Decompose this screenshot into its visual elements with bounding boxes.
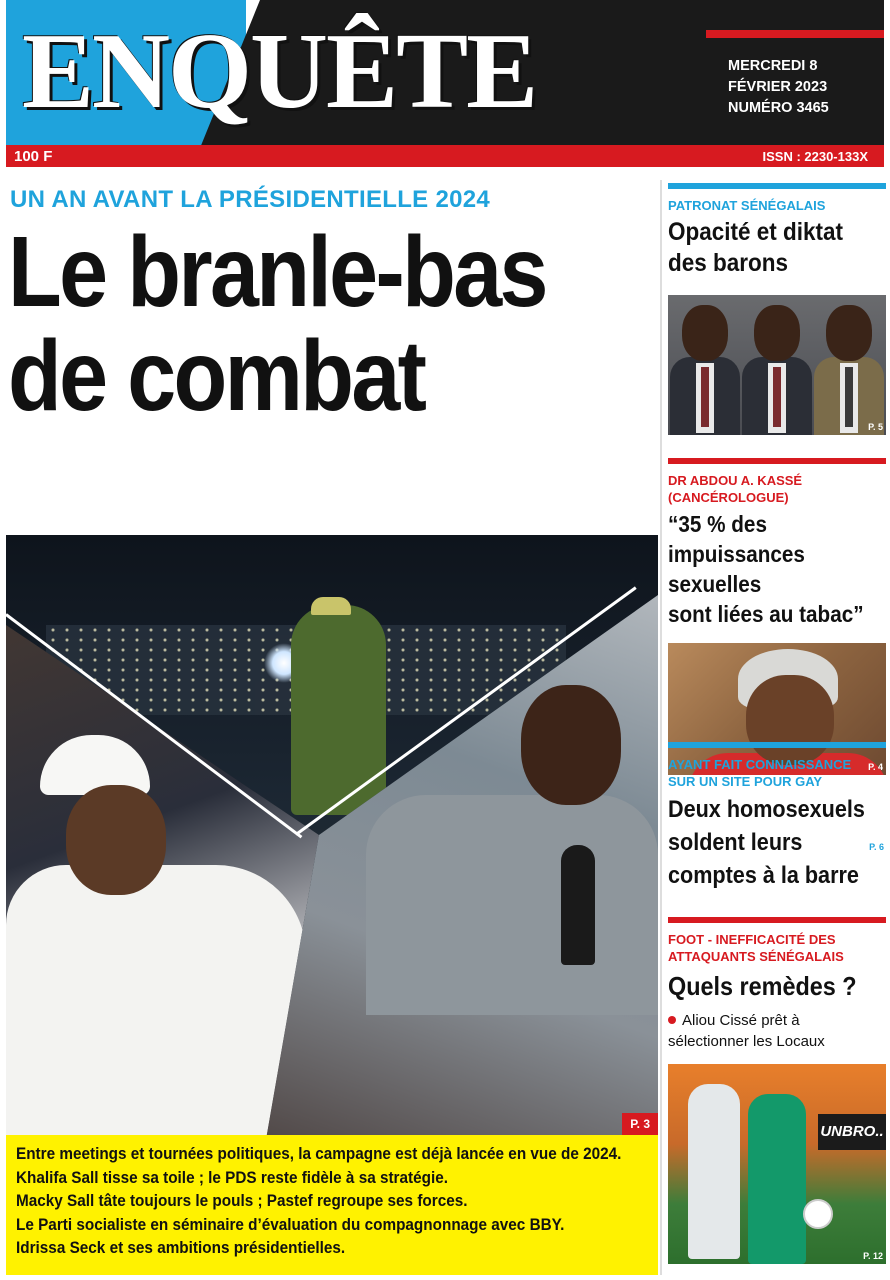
story-title-line: soldent leurs	[668, 829, 803, 856]
ad-board: UNBRO..	[818, 1114, 886, 1150]
issue-info	[728, 56, 829, 119]
bullet-dot-icon	[668, 1016, 676, 1024]
issn: ISSN : 2230-133X	[762, 149, 868, 164]
politician-face	[66, 785, 166, 895]
summary-line: Idrissa Seck et ses ambitions présidentielles.	[16, 1238, 346, 1257]
story-title-line: Opacité et diktat	[668, 218, 844, 246]
sidebar-story-court[interactable]	[668, 742, 886, 892]
price: 100 F	[14, 148, 53, 165]
page-reference[interactable]: P. 3	[622, 1113, 658, 1135]
issue-number: NUMÉRO 3465	[728, 100, 829, 116]
story-title-line: Deux homosexuels	[668, 796, 865, 823]
main-photo-collage[interactable]	[6, 535, 658, 1135]
story-rule	[668, 183, 886, 189]
issue-date: FÉVRIER 2023	[728, 79, 828, 95]
sidebar-story-patronat[interactable]	[668, 183, 886, 435]
player-figure	[688, 1084, 740, 1259]
column-divider	[660, 180, 662, 1275]
bullet-text: sélectionner les Locaux	[668, 1033, 825, 1050]
sidebar-story-kasse[interactable]	[668, 458, 886, 775]
speaker-face	[521, 685, 621, 805]
story-title-line: des barons	[668, 249, 789, 277]
headline-line-2: de combat	[8, 320, 425, 432]
story-kicker: PATRONAT SÉNÉGALAIS	[668, 198, 826, 213]
player-figure	[748, 1094, 806, 1264]
summary-line: Macky Sall tâte toujours le pouls ; Pastef regroupe ses forces.	[16, 1191, 468, 1210]
story-title	[668, 217, 884, 279]
story-title	[668, 509, 884, 629]
person-figure	[742, 305, 812, 435]
story-title-line: impuissances sexuelles	[668, 541, 805, 597]
football-photo	[668, 1064, 886, 1264]
story-kicker: DR ABDOU A. KASSÉ (CANCÉROLOGUE)	[668, 473, 803, 505]
bullet-text: Aliou Cissé prêt à	[682, 1012, 800, 1029]
price-bar	[6, 145, 884, 167]
story-kicker-line: FOOT - INEFFICACITÉ DES	[668, 932, 836, 947]
page-reference: P. 4	[868, 762, 883, 772]
person-figure	[670, 305, 740, 435]
story-title-line: sont liées au tabac”	[668, 601, 864, 627]
story-title	[668, 793, 884, 892]
grey-suit-figure	[366, 795, 658, 1015]
sidebar-story-foot[interactable]	[668, 917, 886, 1264]
story-title-line: “35 % des	[668, 511, 767, 537]
story-rule	[668, 742, 886, 748]
newspaper-logo[interactable]: ENQUÊTE	[22, 12, 537, 131]
story-kicker	[668, 931, 886, 965]
person-figure	[814, 305, 884, 435]
issue-day: MERCREDI 8	[728, 58, 818, 74]
story-bullet	[668, 1010, 886, 1052]
page-reference: P. 12	[863, 1251, 883, 1261]
story-kicker-line: AYANT FAIT CONNAISSANCE	[668, 757, 852, 772]
story-rule	[668, 917, 886, 923]
headline-line-1: Le branle-bas	[8, 216, 546, 328]
summary-line: Entre meetings et tournées politiques, la campagne est déjà lancée en vue de 2024.	[16, 1144, 622, 1163]
main-kicker: UN AN AVANT LA PRÉSIDENTIELLE 2024	[10, 186, 491, 213]
story-title-line: comptes à la barre	[668, 862, 859, 889]
page-reference: P. 5	[868, 422, 883, 432]
masthead-red-rule	[706, 30, 884, 38]
barons-photo	[668, 295, 886, 435]
white-robe-figure	[6, 865, 306, 1135]
story-rule	[668, 458, 886, 464]
football-icon	[803, 1199, 833, 1229]
summary-line: Le Parti socialiste en séminaire d’évaluation du compagnonnage avec BBY.	[16, 1214, 565, 1234]
story-kicker-line: SUR UN SITE POUR GAY	[668, 774, 823, 789]
speaker-figure	[291, 605, 386, 815]
summary-line: Khalifa Sall tisse sa toile ; le PDS reste fidèle à sa stratégie.	[16, 1167, 448, 1187]
main-headline[interactable]	[8, 216, 576, 432]
story-kicker-line: ATTAQUANTS SÉNÉGALAIS	[668, 949, 844, 964]
microphone-icon	[561, 845, 595, 965]
speaker-cap	[311, 597, 351, 615]
page-reference: P. 6	[869, 842, 884, 852]
story-title: Quels remèdes ?	[668, 971, 857, 1001]
story-kicker	[668, 756, 886, 790]
masthead	[0, 0, 890, 170]
summary-box	[6, 1135, 658, 1275]
